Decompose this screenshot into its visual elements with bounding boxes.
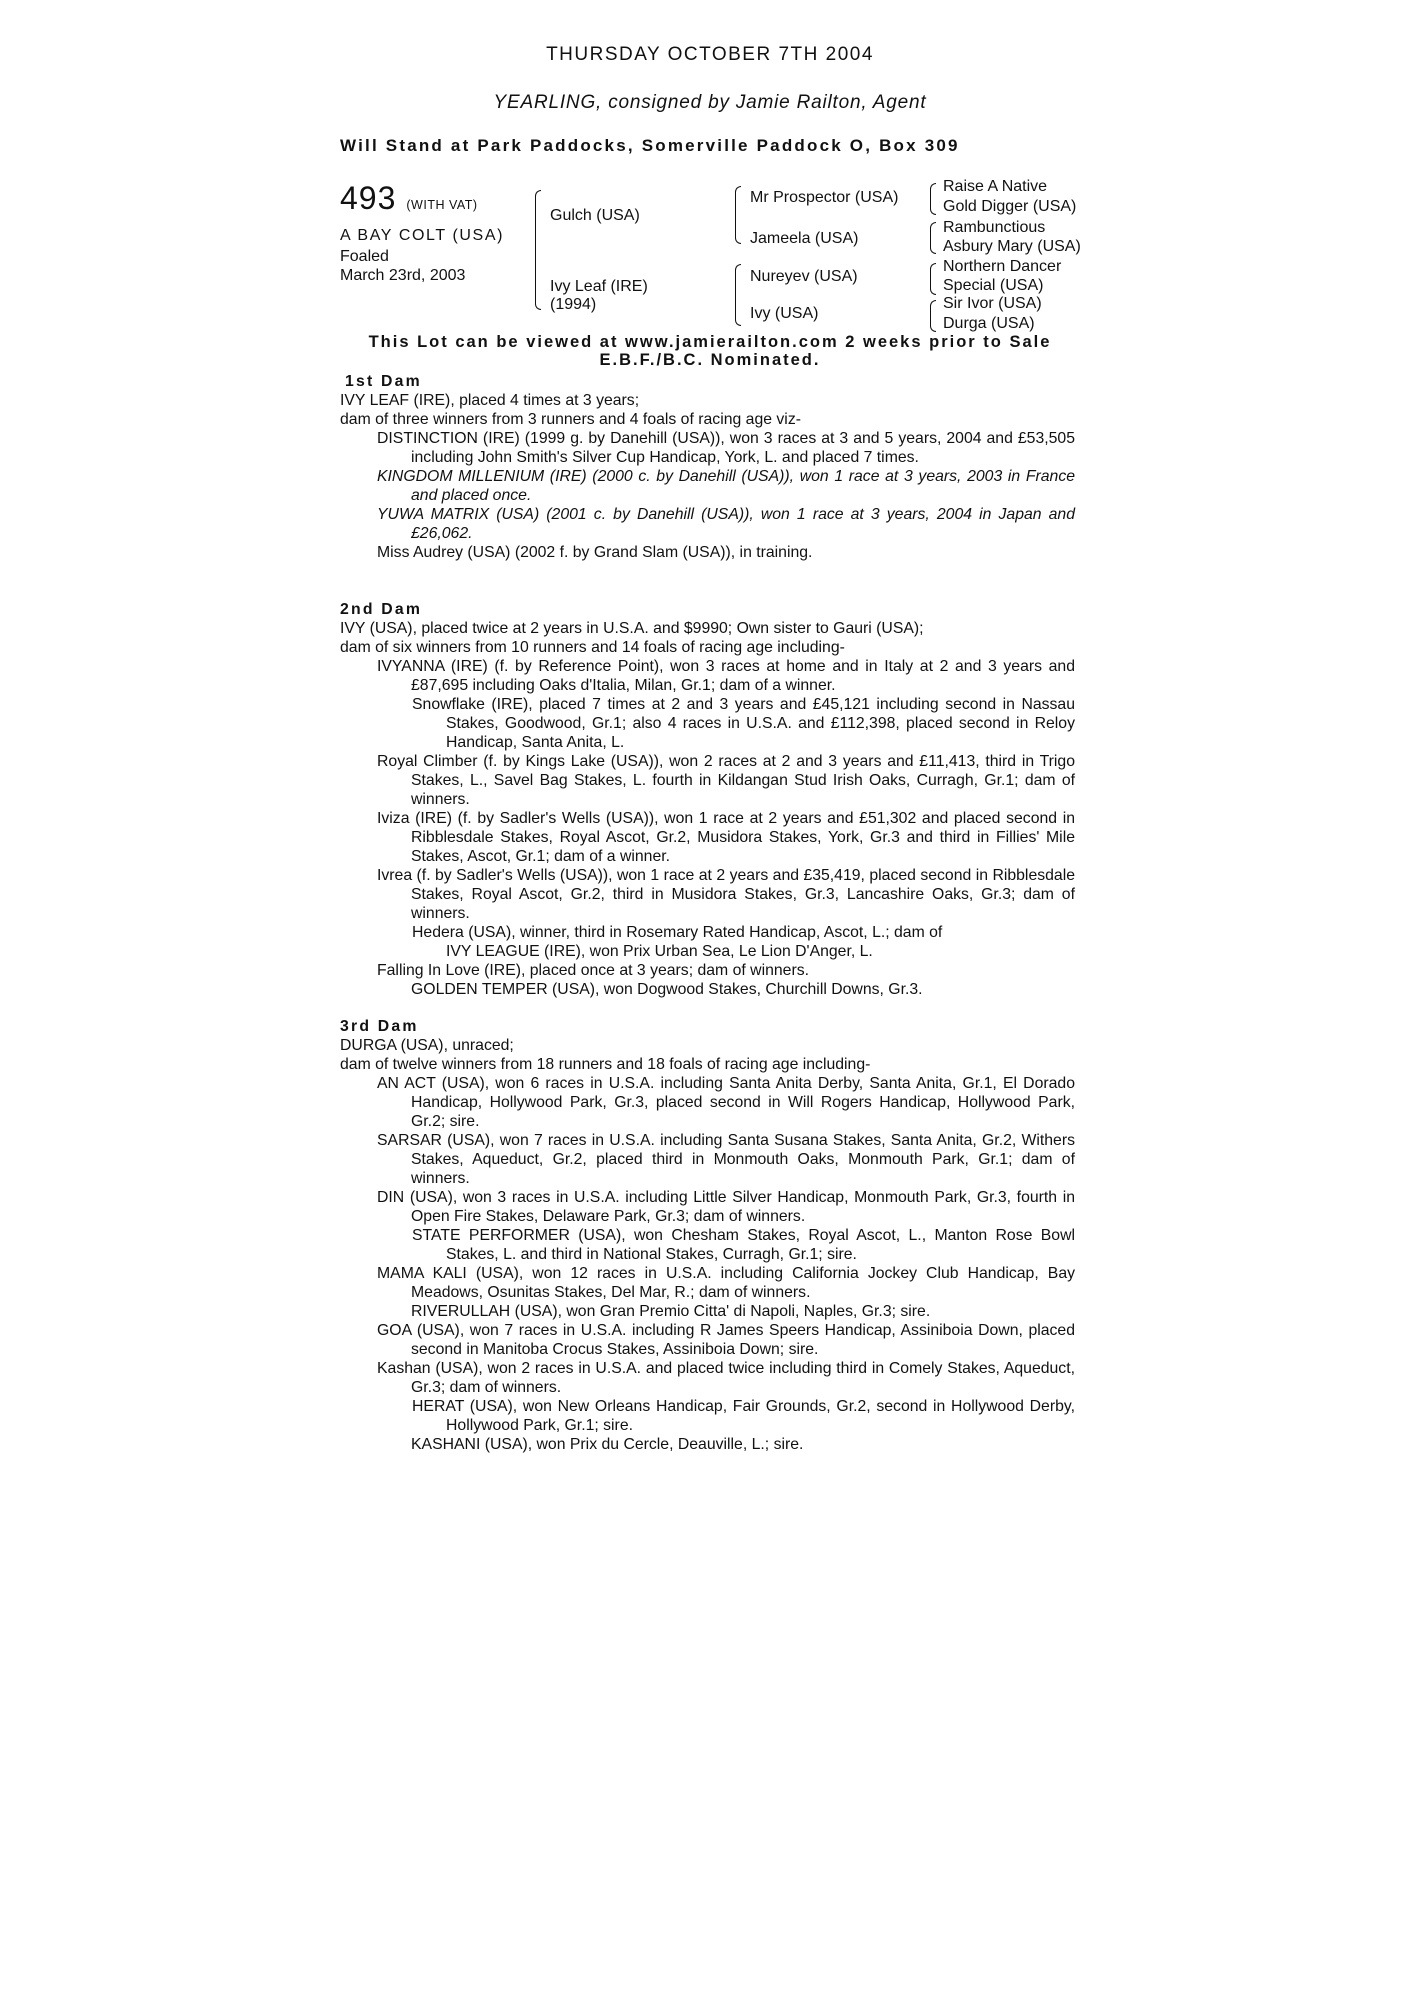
foaled-label: Foaled (340, 248, 389, 265)
pedigree-brace (735, 186, 741, 244)
second-dam-section (340, 600, 1075, 999)
pedigree-ggp: Asbury Mary (USA) (943, 238, 1081, 255)
pedigree-ggp: Raise A Native (943, 178, 1048, 195)
family-entry: Ivrea (f. by Sadler's Wells (USA)), won 1 race at 2 years and £35,419, placed second in Ribblesdale Stakes, Royal Ascot, Gr.2, third in Musidora Stakes, Gr.3, Lancashire Oaks, Gr.3; dam of winners. (377, 867, 1075, 922)
pedigree-ggp: Sir Ivor (USA) (943, 295, 1042, 312)
family-entry: KASHANI (USA), won Prix du Cercle, Deauville, L.; sire. (411, 1436, 804, 1453)
third-dam-section (340, 1017, 1075, 1454)
sale-date: THURSDAY OCTOBER 7TH 2004 (546, 44, 874, 65)
family-entry: GOLDEN TEMPER (USA), won Dogwood Stakes, Churchill Downs, Gr.3. (411, 981, 923, 998)
stand-location: Will Stand at Park Paddocks, Somerville Paddock O, Box 309 (340, 136, 960, 155)
nomination-note: E.B.F./B.C. Nominated. (599, 351, 821, 369)
progeny-entry: YUWA MATRIX (USA) (2001 c. by Danehill (USA)), won 1 race at 3 years, 2004 in Japan and £26,062. (377, 506, 1075, 542)
pedigree-ggp: Durga (USA) (943, 315, 1035, 332)
family-entry: Royal Climber (f. by Kings Lake (USA)), won 2 races at 2 and 3 years and £11,413, third in Trigo Stakes, L., Savel Bag Stakes, L. fourth in Kildangan Stud Irish Oaks, Curragh, Gr.1; dam of winners. (377, 753, 1075, 808)
consignor-line: YEARLING, consigned by Jamie Railton, Agent (493, 92, 927, 113)
family-entry: GOA (USA), won 7 races in U.S.A. including R James Speers Handicap, Assiniboia Down, placed second in Manitoba Crocus Stakes, Assiniboia Down; sire. (377, 1322, 1075, 1358)
progeny-entry: KINGDOM MILLENIUM (IRE) (2000 c. by Danehill (USA)), won 1 race at 3 years, 2003 in France and placed once. (377, 468, 1075, 504)
section-heading: 2nd Dam (340, 601, 423, 618)
first-dam-section (340, 372, 1075, 562)
progeny-entry: DISTINCTION (IRE) (1999 g. by Danehill (USA)), won 3 races at 3 and 5 years, 2004 and £53,505 including John Smith's Silver Cup Handicap, York, L. and placed 7 times. (377, 430, 1075, 466)
lot-description: A BAY COLT (USA) (340, 227, 505, 244)
family-entry: DIN (USA), won 3 races in U.S.A. including Little Silver Handicap, Monmouth Park, Gr.3, fourth in Open Fire Stakes, Delaware Park, Gr.3; dam of winners. (377, 1189, 1075, 1225)
dam-summary: dam of six winners from 10 runners and 14 foals of racing age including- (340, 639, 845, 656)
family-entry: Kashan (USA), won 2 races in U.S.A. and placed twice including third in Comely Stakes, Aqueduct, Gr.3; dam of winners. (377, 1360, 1075, 1396)
progeny-entry: Miss Audrey (USA) (2002 f. by Grand Slam (USA)), in training. (377, 544, 813, 561)
pedigree-dam-dam: Ivy (USA) (750, 305, 819, 322)
pedigree-ggp: Northern Dancer (943, 258, 1062, 275)
family-entry: STATE PERFORMER (USA), won Chesham Stakes, Royal Ascot, L., Manton Rose Bowl Stakes, L. and third in National Stakes, Curragh, Gr.1; sire. (412, 1227, 1075, 1263)
pedigree-brace (930, 263, 936, 295)
section-heading: 3rd Dam (340, 1018, 419, 1035)
pedigree-sire: Gulch (USA) (550, 207, 640, 224)
family-entry: Falling In Love (IRE), placed once at 3 years; dam of winners. (377, 962, 809, 979)
pedigree-dam: Ivy Leaf (IRE) (550, 278, 648, 295)
pedigree-brace (735, 264, 741, 326)
dam-record: IVY (USA), placed twice at 2 years in U.S.A. and $9990; Own sister to Gauri (USA); (340, 620, 924, 637)
family-entry: IVY LEAGUE (IRE), won Prix Urban Sea, Le Lion D'Anger, L. (446, 943, 873, 960)
family-entry: Snowflake (IRE), placed 7 times at 2 and 3 years and £45,121 including second in Nassau Stakes, Goodwood, Gr.1; also 4 races in U.S.A. and £112,398, placed second in Reloy Handicap, Santa Anita, L. (412, 696, 1075, 751)
pedigree-brace (535, 190, 541, 310)
family-entry: MAMA KALI (USA), won 12 races in U.S.A. including California Jockey Club Handicap, Bay Meadows, Osunitas Stakes, Del Mar, R.; dam of winners. (377, 1265, 1075, 1301)
dam-summary: dam of twelve winners from 18 runners and 18 foals of racing age including- (340, 1056, 871, 1073)
pedigree-sire-dam: Jameela (USA) (750, 230, 859, 247)
family-entry: Iviza (IRE) (f. by Sadler's Wells (USA)), won 1 race at 2 years and £51,302 and placed second in Ribblesdale Stakes, Royal Ascot, Gr.2, Musidora Stakes, York, Gr.3 and third in Fillies' Mile Stakes, Ascot, Gr.1; dam of a winner. (377, 810, 1075, 865)
pedigree-brace (930, 183, 936, 215)
family-entry: IVYANNA (IRE) (f. by Reference Point), won 3 races at home and in Italy at 2 and 3 years and £87,695 including Oaks d'Italia, Milan, Gr.1; dam of a winner. (377, 658, 1075, 694)
family-entry: RIVERULLAH (USA), won Gran Premio Citta' di Napoli, Naples, Gr.3; sire. (411, 1303, 931, 1320)
pedigree-ggp: Special (USA) (943, 277, 1044, 294)
dam-summary: dam of three winners from 3 runners and 4 foals of racing age viz- (340, 411, 801, 428)
family-entry: SARSAR (USA), won 7 races in U.S.A. including Santa Susana Stakes, Santa Anita, Gr.2, Withers Stakes, Aqueduct, Gr.2, placed third in Monmouth Oaks, Monmouth Park, Gr.1; dam of winners. (377, 1132, 1075, 1187)
dam-record: IVY LEAF (IRE), placed 4 times at 3 years; (340, 392, 640, 409)
pedigree-ggp: Gold Digger (USA) (943, 198, 1077, 215)
pedigree-ggp: Rambunctious (943, 219, 1046, 236)
pedigree-sire-sire: Mr Prospector (USA) (750, 189, 899, 206)
foaled-date: March 23rd, 2003 (340, 267, 466, 284)
viewing-note: This Lot can be viewed at www.jamierailton.com 2 weeks prior to Sale (368, 333, 1052, 351)
pedigree-dam-sire: Nureyev (USA) (750, 268, 858, 285)
pedigree-dam-year: (1994) (550, 296, 597, 313)
lot-number: 493 (340, 180, 397, 216)
foaled-info (340, 247, 465, 285)
pedigree-brace (930, 222, 936, 254)
family-entry: HERAT (USA), won New Orleans Handicap, Fair Grounds, Gr.2, second in Hollywood Derby, Hollywood Park, Gr.1; sire. (412, 1398, 1075, 1434)
vat-note: (WITH VAT) (406, 198, 478, 212)
dam-record: DURGA (USA), unraced; (340, 1037, 514, 1054)
pedigree-brace (930, 300, 936, 332)
family-entry: Hedera (USA), winner, third in Rosemary Rated Handicap, Ascot, L.; dam of (412, 924, 943, 941)
lot-number-block (340, 180, 478, 217)
section-heading: 1st Dam (345, 373, 422, 390)
family-entry: AN ACT (USA), won 6 races in U.S.A. including Santa Anita Derby, Santa Anita, Gr.1, El Dorado Handicap, Hollywood Park, Gr.3, placed second in Will Rogers Handicap, Hollywood Park, Gr.2; sire. (377, 1075, 1075, 1130)
